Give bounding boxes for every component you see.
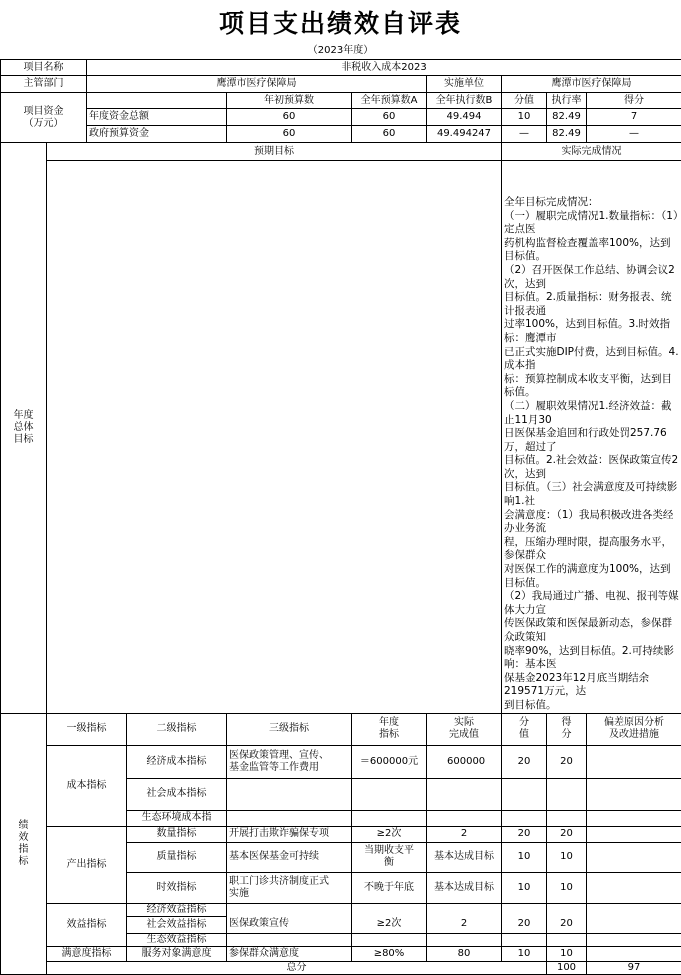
economic-benefit-l2: 经济效益指标 bbox=[127, 903, 227, 916]
funds-header-weight: 分值 bbox=[502, 93, 547, 109]
funds-row-weight: 10 bbox=[502, 109, 547, 126]
timely-l2: 时效指标 bbox=[127, 872, 227, 903]
timely-score: 10 bbox=[547, 872, 587, 903]
quality-l3: 基本医保基金可持续 bbox=[227, 842, 352, 872]
quantity-deviation bbox=[587, 826, 681, 842]
perf-indicators-label: 绩 效 指 标 bbox=[1, 713, 47, 974]
economic-cost-l3: 医保政策管理、宣传、 基金监管等工作费用 bbox=[227, 745, 352, 778]
goal-line: 日医保基金追回和行政处罚257.76万，超过了 bbox=[504, 427, 679, 454]
quality-weight: 10 bbox=[502, 842, 547, 872]
satisfaction-score: 10 bbox=[547, 946, 587, 961]
funds-header-annual: 全年预算数A bbox=[352, 93, 427, 109]
total-weight: 100 bbox=[547, 961, 587, 974]
quantity-actual: 2 bbox=[427, 826, 502, 842]
social-benefit-deviation bbox=[587, 916, 681, 933]
perf-header-l2: 二级指标 bbox=[127, 713, 227, 745]
benefit-indicator-l1: 效益指标 bbox=[47, 903, 127, 946]
funds-row-annual: 60 bbox=[352, 109, 427, 126]
goal-line: 会满意度：（1）我局积极改进各类经办业务流 bbox=[504, 509, 679, 536]
project-name-label: 项目名称 bbox=[1, 60, 87, 76]
quality-target: 当期收支平 衡 bbox=[352, 842, 427, 872]
goal-line: 保基金2023年12月底当期结余219571万元，达 bbox=[504, 672, 679, 699]
funds-row-name: 年度资金总额 bbox=[87, 109, 227, 126]
perf-header-target: 年度 指标 bbox=[352, 713, 427, 745]
goal-line: （2）我局通过广播、电视、报刊等媒体大力宣 bbox=[504, 590, 679, 617]
economic-cost-actual: 600000 bbox=[427, 745, 502, 778]
expected-goal-content bbox=[47, 161, 502, 714]
total-label: 总分 bbox=[47, 961, 547, 974]
goal-line: 对医保工作的满意度为100%，达到目标值。 bbox=[504, 563, 679, 590]
page-title: 项目支出绩效自评表 bbox=[0, 4, 681, 40]
quality-l2: 质量指标 bbox=[127, 842, 227, 872]
timely-l3: 职工门诊共济制度正式 实施 bbox=[227, 872, 352, 903]
actual-completion-header: 实际完成情况 bbox=[502, 143, 681, 161]
goal-line: 标：预算控制成本收支平衡，达到目标值。 bbox=[504, 373, 679, 400]
goal-line: 传医保政策和医保最新动态，参保群众政策知 bbox=[504, 617, 679, 644]
satisfaction-indicator-l1: 满意度指标 bbox=[47, 946, 127, 961]
satisfaction-target: ≥80% bbox=[352, 946, 427, 961]
social-benefit-weight: 20 bbox=[502, 916, 547, 933]
evaluation-table bbox=[0, 59, 681, 975]
funds-row-init: 60 bbox=[227, 126, 352, 143]
goal-line: 已正式实施DIP付费，达到目标值。4.成本指 bbox=[504, 346, 679, 373]
social-benefit-l2: 社会效益指标 bbox=[127, 916, 227, 933]
funds-header-score: 得分 bbox=[587, 93, 681, 109]
eco-benefit-l2: 生态效益指标 bbox=[127, 933, 227, 946]
economic-cost-l2: 经济成本指标 bbox=[127, 745, 227, 778]
goal-line: 目标值。2.社会效益：医保政策宣传2次，达到 bbox=[504, 454, 679, 481]
quantity-weight: 20 bbox=[502, 826, 547, 842]
goal-line: （二）履职效果情况1.经济效益：截止11月30 bbox=[504, 400, 679, 427]
funds-row-init: 60 bbox=[227, 109, 352, 126]
project-name: 非税收入成本2023 bbox=[87, 60, 681, 76]
eco-cost-l2: 生态环境成本指 bbox=[127, 810, 227, 826]
quantity-l2: 数量指标 bbox=[127, 826, 227, 842]
funds-header-init: 年初预算数 bbox=[227, 93, 352, 109]
timely-actual: 基本达成目标 bbox=[427, 872, 502, 903]
funds-row-rate: 82.49 bbox=[547, 109, 587, 126]
perf-header-l1: 一级指标 bbox=[47, 713, 127, 745]
funds-label: 项目资金 （万元） bbox=[1, 93, 87, 143]
satisfaction-l2: 服务对象满意度 bbox=[127, 946, 227, 961]
funds-row-rate: 82.49 bbox=[547, 126, 587, 143]
actual-completion-content bbox=[502, 161, 681, 714]
timely-weight: 10 bbox=[502, 872, 547, 903]
goal-line: 到目标值。 bbox=[504, 699, 679, 713]
perf-header-actual: 实际 完成值 bbox=[427, 713, 502, 745]
dept-value: 鹰潭市医疗保障局 bbox=[87, 76, 427, 93]
funds-row-annual: 60 bbox=[352, 126, 427, 143]
social-cost-l2: 社会成本指标 bbox=[127, 778, 227, 810]
impl-unit-value: 鹰潭市医疗保障局 bbox=[502, 76, 681, 93]
quantity-l3: 开展打击欺诈骗保专项 bbox=[227, 826, 352, 842]
satisfaction-l3: 参保群众满意度 bbox=[227, 946, 352, 961]
funds-row-name: 政府预算资金 bbox=[87, 126, 227, 143]
social-benefit-score: 20 bbox=[547, 916, 587, 933]
satisfaction-deviation bbox=[587, 946, 681, 961]
satisfaction-actual: 80 bbox=[427, 946, 502, 961]
goal-line: 目标值。2.质量指标：财务报表、统计报表通 bbox=[504, 291, 679, 318]
timely-deviation bbox=[587, 872, 681, 903]
total-score: 97 bbox=[587, 961, 681, 974]
perf-header-score: 得 分 bbox=[547, 713, 587, 745]
funds-row-weight: — bbox=[502, 126, 547, 143]
goal-line: 目标值。（三）社会满意度及可持续影响1.社 bbox=[504, 481, 679, 508]
funds-row-score: 7 bbox=[587, 109, 681, 126]
goal-line: 程，压缩办理时限，提高服务水平，参保群众 bbox=[504, 536, 679, 563]
social-benefit-actual: 2 bbox=[427, 916, 502, 933]
goal-line: 全年目标完成情况： bbox=[504, 196, 679, 210]
economic-cost-weight: 20 bbox=[502, 745, 547, 778]
annual-goal-label: 年度 总体 目标 bbox=[1, 143, 47, 714]
goal-line: （2）召开医保工作总结、协调会议2次，达到 bbox=[504, 264, 679, 291]
dept-label: 主管部门 bbox=[1, 76, 87, 93]
economic-cost-score: 20 bbox=[547, 745, 587, 778]
social-benefit-target: ≥2次 bbox=[352, 916, 427, 933]
perf-header-weight: 分 值 bbox=[502, 713, 547, 745]
funds-header-exec: 全年执行数B bbox=[427, 93, 502, 109]
impl-unit-label: 实施单位 bbox=[427, 76, 502, 93]
satisfaction-weight: 10 bbox=[502, 946, 547, 961]
goal-line: （一）履职完成情况1.数量指标：（1）定点医 bbox=[504, 210, 679, 237]
economic-cost-target: ＝600000元 bbox=[352, 745, 427, 778]
social-benefit-l3: 医保政策宣传 bbox=[227, 916, 352, 933]
funds-row-exec: 49.494 bbox=[427, 109, 502, 126]
funds-row-score: — bbox=[587, 126, 681, 143]
expected-goal-header: 预期目标 bbox=[47, 143, 502, 161]
quality-actual: 基本达成目标 bbox=[427, 842, 502, 872]
perf-header-l3: 三级指标 bbox=[227, 713, 352, 745]
funds-row-exec: 49.494247 bbox=[427, 126, 502, 143]
report-year: （2023年度） bbox=[0, 41, 681, 56]
economic-cost-deviation bbox=[587, 745, 681, 778]
goal-line: 晓率90%，达到目标值。2.可持续影响：基本医 bbox=[504, 645, 679, 672]
timely-target: 不晚于年底 bbox=[352, 872, 427, 903]
funds-header-rate: 执行率 bbox=[547, 93, 587, 109]
cost-indicator-l1: 成本指标 bbox=[47, 745, 127, 826]
goal-line: 过率100%，达到目标值。3.时效指标：鹰潭市 bbox=[504, 318, 679, 345]
perf-header-deviation: 偏差原因分析 及改进措施 bbox=[587, 713, 681, 745]
output-indicator-l1: 产出指标 bbox=[47, 826, 127, 903]
quality-deviation bbox=[587, 842, 681, 872]
quality-score: 10 bbox=[547, 842, 587, 872]
quantity-target: ≥2次 bbox=[352, 826, 427, 842]
quantity-score: 20 bbox=[547, 826, 587, 842]
goal-line: 药机构监督检查覆盖率100%，达到目标值。 bbox=[504, 237, 679, 264]
